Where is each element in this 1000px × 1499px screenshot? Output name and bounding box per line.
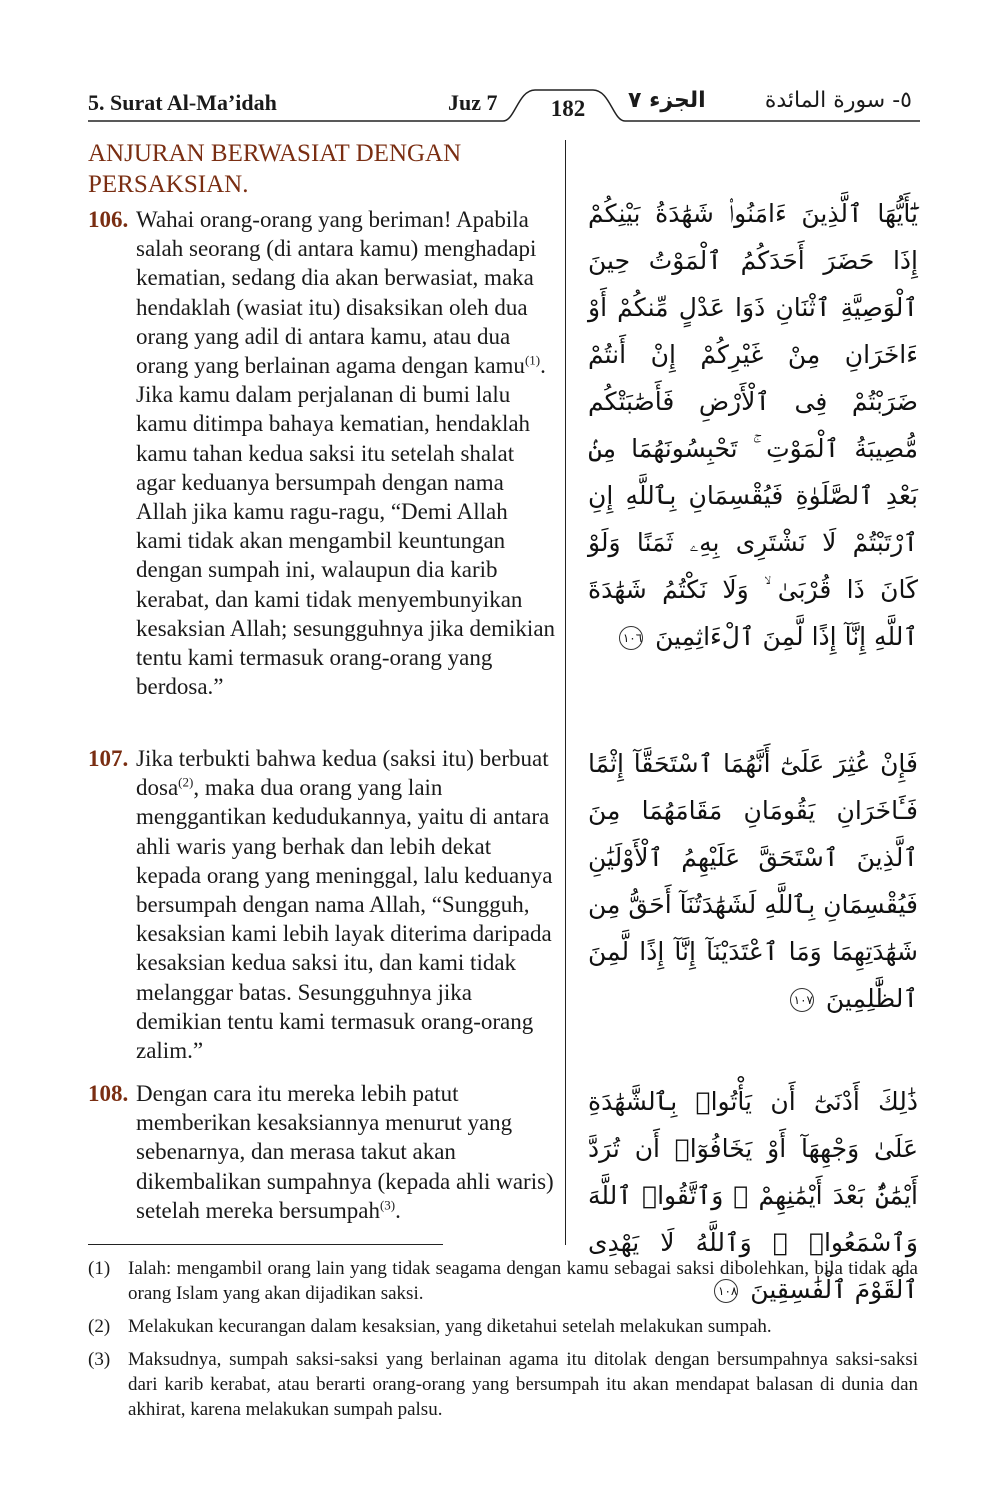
verse-107-arabic: فَإِنْ عُثِرَ عَلَىٰٓ أَنَّهُمَا ٱسْتَحَقَّآ إِثْمًا فَـَٔاخَرَانِ يَقُومَانِ مَقَامَهُمَا مِنَ ٱلَّذِينَ ٱسْتَحَقَّ عَلَيْهِمُ ٱلْأَوْلَيَٰنِ فَيُقْسِمَانِ بِٱللَّهِ لَشَهَٰدَتُنَآ أَحَقُّ مِن شَهَٰدَتِهِمَا وَمَا ٱعْتَدَيْنَآ إِنَّآ إِذًا لَّمِنَ ٱلظَّٰلِمِينَ ١٠٧: [588, 749, 918, 1013]
footnote-ref-2: (2): [178, 774, 194, 790]
footnote-ref-1: (1): [524, 352, 541, 368]
section-title: ANJURAN BERWASIAT DENGAN PERSAKSIAN.: [88, 140, 462, 198]
verse-106-arabic: يَٰٓأَيُّهَا ٱلَّذِينَ ءَامَنُوا۟ شَهَٰدَةُ بَيْنِكُمْ إِذَا حَضَرَ أَحَدَكُمُ ٱلْمَوْتُ حِينَ ٱلْوَصِيَّةِ ٱثْنَانِ ذَوَا عَدْلٍ مِّنكُمْ أَوْ ءَاخَرَانِ مِنْ غَيْرِكُمْ إِنْ أَنتُمْ ضَرَبْتُمْ فِى ٱلْأَرْضِ فَأَصَٰبَتْكُم مُّصِيبَةُ ٱلْمَوْتِ ۚ تَحْبِسُونَهُمَا مِنۢ بَعْدِ ٱلصَّلَوٰةِ فَيُقْسِمَانِ بِٱللَّهِ إِنِ ٱرْتَبْتُمْ لَا نَشْتَرِى بِهِۦ ثَمَنًا وَلَوْ كَانَ ذَا قُرْبَىٰ ۙ وَلَا نَكْتُمُ شَهَٰدَةَ ٱللَّهِ إِنَّآ إِذًا لَّمِنَ ٱلْءَاثِمِينَ ١٠٦: [588, 199, 918, 651]
verse-108-translation: [88, 1079, 558, 1225]
verse-text: Wahai orang-orang yang beriman! Apabila salah seorang (di antara kamu) menghadapi kematian, sedang dia akan berwasiat, maka hendaklah (wasiat itu) disaksikan oleh dua orang yang adil di antara kamu, atau dua orang yang berlainan agama dengan kamu$^{(1)}$. Jika kamu dalam perjalanan di bumi lalu kamu ditimpa bahaya kematian, hendaklah kamu tahan kedua saksi itu setelah shalat agar keduanya bersumpah dengan nama Allah jika kamu ragu-ragu, “Demi Allah kami tidak akan mengambil keuntungan dengan sumpah ini, walaupun dia karib kerabat, dan kami tidak menyembunyikan kesaksian Allah; sesungguhnya jika demikian tentu kami termasuk orang-orang yang berdosa.”: [136, 207, 556, 700]
verse-number: 108.: [88, 1081, 129, 1106]
footnote-text: Ialah: mengambil orang lain yang tidak seagama dengan kamu sebagai saksi dibolehkan, bila tidak ada orang Islam yang akan dijadikan saksi.: [128, 1258, 918, 1304]
column-divider: [565, 140, 566, 1245]
juz-label-arabic: الجزء ٧: [628, 88, 706, 113]
footnote-2: [88, 1314, 918, 1339]
surah-title-latin: 5. Surat Al-Ma’idah: [88, 90, 277, 115]
footnote-mark: (3): [88, 1349, 111, 1370]
footnote-rule: [88, 1244, 443, 1245]
ayah-number-marker: ١٠٨: [714, 1279, 738, 1303]
footnote-3: [88, 1347, 918, 1422]
verse-108-arabic: ذَٰلِكَ أَدْنَىٰٓ أَن يَأْتُوا۟ بِٱلشَّهَٰدَةِ عَلَىٰ وَجْهِهَآ أَوْ يَخَافُوٓا۟ أَن تُرَدَّ أَيْمَٰنٌۢ بَعْدَ أَيْمَٰنِهِمْ ۗ وَٱتَّقُوا۟ ٱللَّهَ وَٱسْمَعُوا۟ ۗ وَٱللَّهُ لَا يَهْدِى ٱلْقَوْمَ ٱلْفَٰسِقِينَ ١٠٨: [588, 1087, 918, 1304]
verse-107-translation: [88, 744, 558, 1065]
ayah-number-marker: ١٠٦: [619, 626, 643, 650]
verse-number: 107.: [88, 746, 129, 771]
page-number: 182: [550, 96, 586, 121]
footnote-mark: (2): [88, 1316, 111, 1337]
footnote-text: Maksudnya, sumpah saksi-saksi yang berlainan agama itu ditolak dengan bersumpahnya saksi-saksi dari karib kerabat, atau berarti orang-orang yang bersumpah itu akan mendapat balasan di dunia dan akhirat, karena melakukan sumpah palsu.: [128, 1349, 918, 1420]
juz-label-latin: Juz 7: [448, 90, 498, 115]
footnote-1: [88, 1256, 918, 1306]
header-rule: [0, 0, 1000, 140]
footnote-text: Melakukan kecurangan dalam kesaksian, yang diketahui setelah melakukan sumpah.: [128, 1316, 772, 1337]
verse-106-translation: [88, 205, 558, 701]
surah-title-arabic: ٥- سورة المائدة: [764, 88, 912, 113]
verse-text: Jika terbukti bahwa kedua (saksi itu) berbuat dosa$^{(2)}$, maka dua orang yang lain menggantikan kedudukannya, yaitu di antara ahli waris yang berhak dan lebih dekat kepada orang yang meninggal, lalu keduanya bersumpah dengan nama Allah, “Sungguh, kesaksian kami lebih layak diterima daripada kesaksian kedua saksi itu, dan kami tidak melanggar batas. Sesungguhnya jika demikian tentu kami termasuk orang-orang zalim.”: [136, 746, 553, 1064]
verse-text: Dengan cara itu mereka lebih patut memberikan kesaksiannya menurut yang sebenarnya, dan merasa takut akan dikembalikan sumpahnya (kepada ahli waris) setelah mereka bersumpah$^{(3)}$.: [136, 1081, 554, 1223]
footnotes: [88, 1256, 918, 1430]
ayah-number-marker: ١٠٧: [790, 988, 814, 1012]
footnote-mark: (1): [88, 1258, 111, 1279]
verse-number: 106.: [88, 207, 129, 232]
footnote-ref-3: (3): [379, 1197, 396, 1213]
